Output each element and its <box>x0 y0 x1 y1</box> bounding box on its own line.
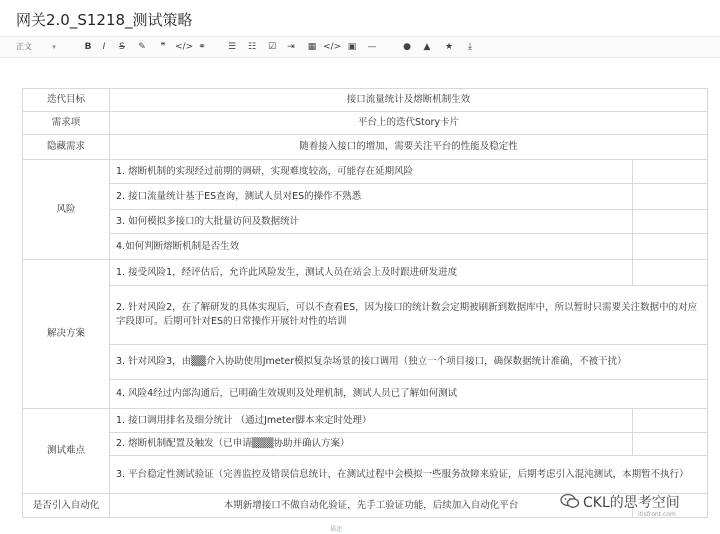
numbered-list-button[interactable]: ☷ <box>247 42 257 52</box>
row-label: 风险 <box>23 160 110 260</box>
wechat-icon <box>560 493 580 509</box>
list-item[interactable]: 3. 平台稳定性测试验证（完善监控及错误信息统计，在测试过程中会模拟一些服务故障来验证，后期考虑引入混沌测试，本期暂不执行） <box>110 456 708 494</box>
row-label: 需求项 <box>23 112 110 135</box>
code-block-button[interactable]: </> <box>323 42 342 52</box>
table-row <box>23 456 708 494</box>
code-inline-button[interactable]: </> <box>175 42 194 52</box>
list-item[interactable]: 3. 如何模拟多接口的大批量访问及数据统计 <box>110 210 633 234</box>
list-item[interactable]: 2. 接口流量统计基于ES查询，测试人员对ES的操作不熟悉 <box>110 184 633 210</box>
document-title[interactable]: 网关2.0_S1218_测试策略 <box>16 11 193 29</box>
strikethrough-button[interactable]: S <box>119 42 125 52</box>
table-row <box>23 184 708 210</box>
star-button[interactable]: ★ <box>444 42 454 52</box>
table-button[interactable]: ▦ <box>307 42 317 52</box>
bold-button[interactable]: B <box>84 42 92 52</box>
indent-button[interactable]: ⇥ <box>287 42 295 52</box>
table-cell-empty[interactable] <box>633 409 708 433</box>
table-cell-empty[interactable] <box>633 210 708 234</box>
divider-button[interactable]: — <box>367 42 377 52</box>
quote-button[interactable]: ❞ <box>160 42 166 52</box>
row-label: 测试难点 <box>23 409 110 494</box>
bullet-list-button[interactable]: ☰ <box>227 42 237 52</box>
table-cell-empty[interactable] <box>633 260 708 286</box>
table-cell-empty[interactable] <box>633 234 708 260</box>
row-content[interactable]: 平台上的迭代Story卡片 <box>110 112 708 135</box>
chevron-down-icon[interactable]: ▾ <box>52 43 56 51</box>
table-row <box>23 409 708 433</box>
list-item[interactable]: 2. 针对风险2，在了解研发的具体实现后，可以不查看ES，因为接口的统计数会定期被刷新到数据库中，所以暂时只需要关注数据中的对应字段即可。后期可针对ES的日常操作开展针对性的培训 <box>110 286 708 345</box>
table-caption[interactable]: 描述 <box>330 526 343 533</box>
table-row <box>23 210 708 234</box>
warning-button[interactable]: ▲ <box>423 42 431 52</box>
table-cell-empty[interactable] <box>633 433 708 456</box>
table-cell-empty[interactable] <box>633 184 708 210</box>
table-row <box>23 380 708 409</box>
table-row <box>23 160 708 184</box>
row-label: 是否引入自动化 <box>23 494 110 518</box>
row-content[interactable]: 随着接入接口的增加，需要关注平台的性能及稳定性 <box>110 135 708 160</box>
row-label: 解决方案 <box>23 260 110 409</box>
italic-button[interactable]: I <box>102 42 106 52</box>
table-row <box>23 89 708 112</box>
strategy-table <box>22 88 708 518</box>
watermark-subtext: itisfront.com <box>638 511 676 518</box>
list-item[interactable]: 2. 熔断机制配置及触发（已申请▒▒▒协助并确认方案） <box>110 433 633 456</box>
row-content[interactable]: 接口流量统计及熔断机制生效 <box>110 89 708 112</box>
table-row <box>23 260 708 286</box>
list-item[interactable]: 1. 熔断机制的实现经过前期的调研，实现难度较高，可能存在延期风险 <box>110 160 633 184</box>
table-row <box>23 234 708 260</box>
paragraph-style-select[interactable]: 正文 <box>16 42 32 51</box>
image-button[interactable]: ▣ <box>347 42 357 52</box>
info-button[interactable]: ● <box>403 42 411 52</box>
editor-toolbar <box>0 36 720 58</box>
list-item[interactable]: 1. 接受风险1，经评估后，允许此风险发生，测试人员在站会上及时跟进研发进度 <box>110 260 633 286</box>
watermark-logo <box>560 491 710 523</box>
table-row <box>23 112 708 135</box>
list-item[interactable]: 1. 接口调用排名及细分统计 （通过Jmeter脚本来定时处理） <box>110 409 633 433</box>
watermark-brand: CKL的思考空间 <box>583 495 680 511</box>
table-row <box>23 433 708 456</box>
table-row <box>23 286 708 345</box>
table-cell-empty[interactable] <box>633 160 708 184</box>
row-label: 迭代目标 <box>23 89 110 112</box>
highlight-button[interactable]: ✎ <box>138 42 146 52</box>
upload-button[interactable]: ⤓ <box>468 42 472 52</box>
list-item[interactable]: 4. 风险4经过内部沟通后，已明确生效规则及处理机制，测试人员已了解如何测试 <box>110 380 708 409</box>
list-item[interactable]: 4.如何判断熔断机制是否生效 <box>110 234 633 260</box>
checklist-button[interactable]: ☑ <box>267 42 277 52</box>
link-button[interactable]: ⚭ <box>198 42 206 52</box>
table-row <box>23 135 708 160</box>
row-label: 隐藏需求 <box>23 135 110 160</box>
list-item[interactable]: 3. 针对风险3，由▒▒介入协助使用Jmeter模拟复杂场景的接口调用（独立一个项目接口，确保数据统计准确，不被干扰） <box>110 345 708 380</box>
row-content[interactable]: 本期新增接口不做自动化验证，先手工验证功能，后续加入自动化平台 <box>110 494 633 518</box>
table-row <box>23 345 708 380</box>
